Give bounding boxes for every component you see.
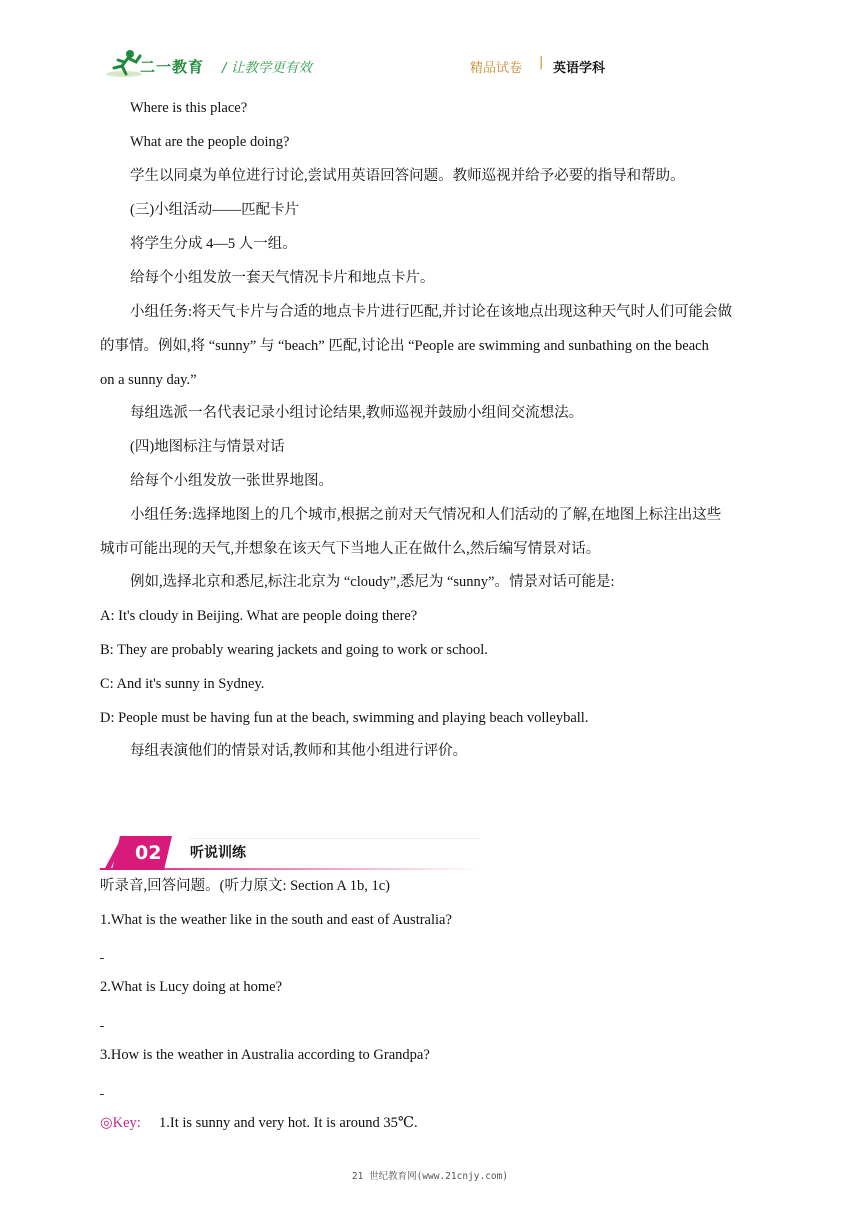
dialog-line-a: A: It's cloudy in Beijing. What are people doing there?: [100, 608, 418, 624]
answer-blank-2: [100, 1026, 104, 1027]
question-place: Where is this place?: [130, 100, 248, 116]
answer-blank-1: [100, 958, 104, 959]
section-three-heading: (三)小组活动——匹配卡片: [130, 202, 300, 218]
listening-question-3: 3.How is the weather in Australia according to Grandpa?: [100, 1047, 430, 1063]
cards-paragraph: 给每个小组发放一套天气情况卡片和地点卡片。: [130, 270, 435, 286]
task-two-line-2: 城市可能出现的天气,并想象在该天气下当地人正在做什么,然后编写情景对话。: [100, 541, 601, 557]
section-number: 02: [135, 842, 162, 864]
listening-instruction: 听录音,回答问题。(听力原文: Section A 1b, 1c): [100, 878, 390, 894]
section-title: 听说训练: [190, 845, 246, 861]
listening-question-1: 1.What is the weather like in the south and east of Australia?: [100, 912, 452, 928]
task-one-line-2: 的事情。例如,将 “sunny” 与 “beach” 匹配,讨论出 “People are swimming and sunbathing on the beach: [100, 338, 709, 354]
dialog-line-c: C: And it's sunny in Sydney.: [100, 676, 265, 692]
key-label: ◎Key:: [100, 1115, 141, 1131]
record-paragraph: 每组选派一名代表记录小组讨论结果,教师巡视并鼓励小组间交流想法。: [130, 405, 584, 421]
question-people: What are the people doing?: [130, 134, 290, 150]
listening-question-2: 2.What is Lucy doing at home?: [100, 979, 283, 995]
dialog-line-d: D: People must be having fun at the beach, swimming and playing beach volleyball.: [100, 710, 589, 726]
task-one-line-1: 小组任务:将天气卡片与合适的地点卡片进行匹配,并讨论在该地点出现这种天气时人们可能会做: [130, 304, 733, 320]
map-paragraph: 给每个小组发放一张世界地图。: [130, 473, 333, 489]
header-slogan: / 让教学更有效: [222, 60, 312, 76]
dialog-line-b: B: They are probably wearing jackets and going to work or school.: [100, 642, 488, 658]
task-two-line-1: 小组任务:选择地图上的几个城市,根据之前对天气情况和人们活动的了解,在地图上标注出这些: [130, 507, 722, 523]
header-label: 精品试卷: [470, 61, 523, 76]
grouping-paragraph: 将学生分成 4—5 人一组。: [130, 236, 297, 252]
example-paragraph: 例如,选择北京和悉尼,标注北京为 “cloudy”,悉尼为 “sunny”。情景对话可能是:: [130, 574, 615, 590]
discussion-paragraph: 学生以同桌为单位进行讨论,尝试用英语回答问题。教师巡视并给予必要的指导和帮助。: [130, 168, 685, 184]
logo-text: 二一教育: [140, 58, 205, 76]
page-footer: 21 世纪教育网(www.21cnjy.com): [351, 1171, 509, 1182]
perform-paragraph: 每组表演他们的情景对话,教师和其他小组进行评价。: [130, 743, 468, 759]
header-subject: 英语学科: [553, 61, 606, 76]
answer-blank-3: [100, 1094, 104, 1095]
task-one-line-3: on a sunny day.”: [100, 372, 197, 388]
key-answer: 1.It is sunny and very hot. It is around 35℃.: [159, 1115, 418, 1131]
section-four-heading: (四)地图标注与情景对话: [130, 439, 285, 455]
header-separator: |: [539, 55, 544, 70]
